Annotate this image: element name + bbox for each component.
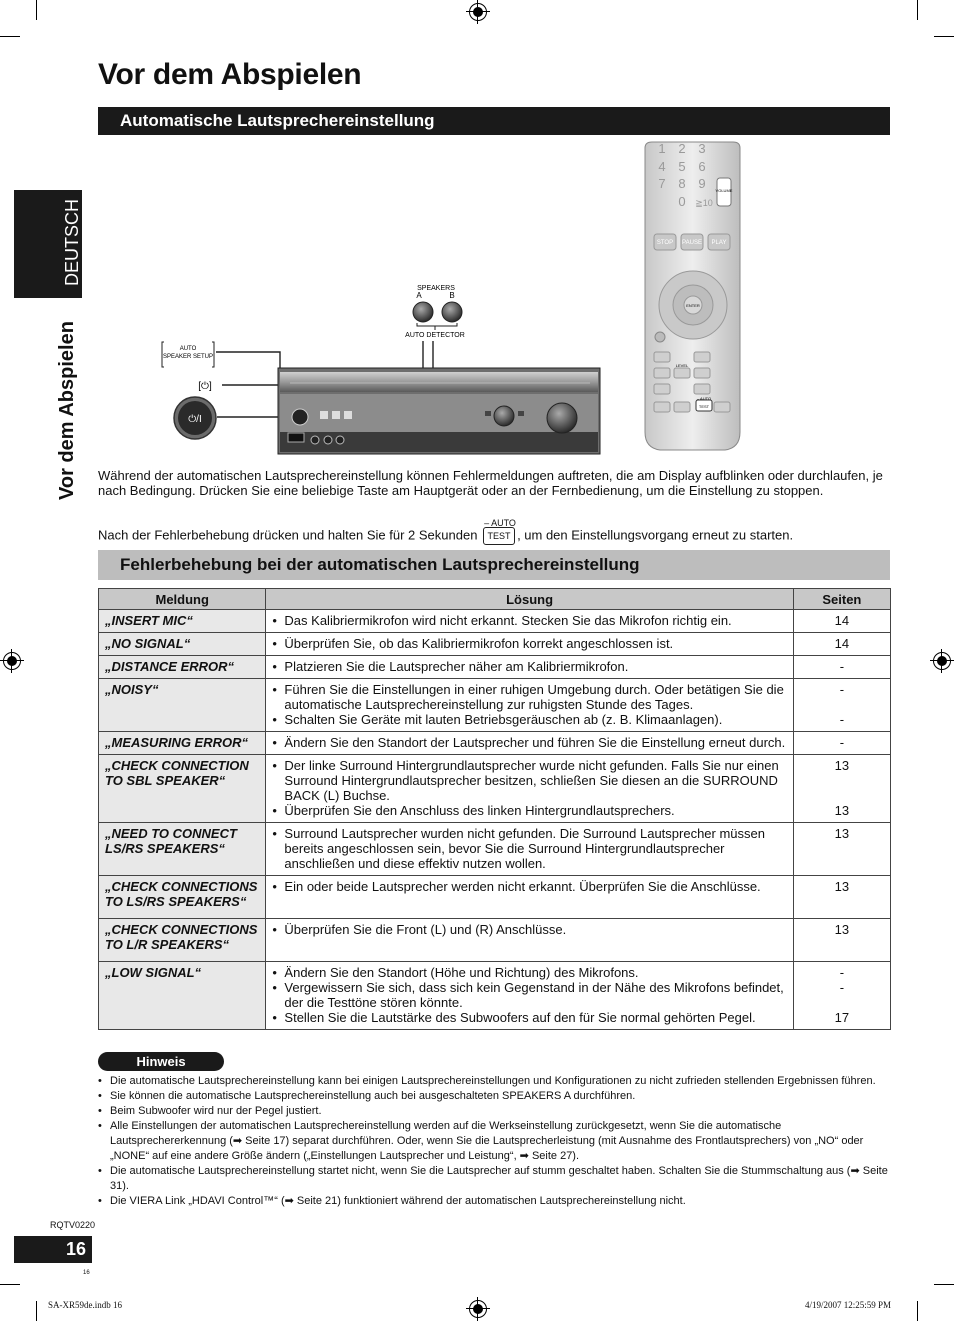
- language-tab: DEUTSCH: [14, 190, 82, 298]
- page-ref: -: [839, 659, 845, 674]
- solution-cell: [266, 656, 793, 679]
- auto-test-button-icon: – AUTO TEST: [483, 527, 515, 545]
- svg-text:TEST: TEST: [698, 404, 710, 409]
- crop-mark: [0, 36, 20, 37]
- power-button-label: ⏻/I: [188, 414, 202, 425]
- solution-item: • Vergewissern Sie sich, dass sich kein Gegenstand in der Nähe des Mikrofons befindet, der die Testtöne stören könnte.: [272, 980, 786, 1010]
- table-row: [99, 876, 891, 919]
- solution-item: • Ändern Sie den Standort (Höhe und Richtung) des Mikrofons.: [272, 965, 786, 980]
- page-ref: 14: [834, 636, 850, 651]
- solution-cell: [266, 610, 793, 633]
- registration-mark-icon: [469, 3, 487, 21]
- error-message-cell: „NO SIGNAL“: [99, 633, 266, 656]
- small-page-number: 16: [83, 1270, 90, 1276]
- solution-cell: [266, 919, 793, 962]
- speaker-b-button-icon: [442, 302, 462, 322]
- svg-text:5: 5: [678, 159, 686, 174]
- troubleshooting-heading: Fehlerbehebung bei der automatischen Lautsprechereinstellung: [98, 550, 890, 580]
- speaker-a-label: A: [416, 291, 422, 300]
- document-code: RQTV0220: [50, 1220, 96, 1230]
- solution-cell: [266, 755, 793, 823]
- svg-text:7: 7: [658, 176, 666, 191]
- svg-text:LEVEL: LEVEL: [675, 363, 689, 368]
- remote-control-icon: [645, 141, 740, 450]
- solution-item: • Ändern Sie den Standort der Lautsprecher und führen Sie die Einstellung erneut durch.: [272, 735, 786, 750]
- retry-paragraph: Nach der Fehlerbehebung drücken und halten Sie für 2 Sekunden – AUTO TEST , um den Einstellungsvorgang erneut zu starten.: [98, 527, 893, 545]
- svg-text:PAUSE: PAUSE: [682, 240, 702, 246]
- error-message-cell: „CHECK CONNECTION TO SBL SPEAKER“: [99, 755, 266, 823]
- svg-text:VOLUME: VOLUME: [715, 188, 733, 193]
- solution-item: • Überprüfen Sie, ob das Kalibriermikrofon korrekt angeschlossen ist.: [272, 636, 786, 651]
- footer-timestamp: 4/19/2007 12:25:59 PM: [805, 1300, 892, 1310]
- solution-cell: [266, 962, 793, 1030]
- intro-paragraph: Während der automatischen Lautsprechereinstellung können Fehlermeldungen auftreten, die am Display aufblinken oder durchlaufen, je nach Bedingung. Drücken Sie eine beliebige Taste am Hauptgerät oder an der Fernbedienung, um die Einstellung zu stoppen.: [98, 468, 883, 498]
- solution-cell: [266, 732, 793, 755]
- solution-item: • Platzieren Sie die Lautsprecher näher am Kalibriermikrofon.: [272, 659, 786, 674]
- page-ref: -: [839, 682, 845, 697]
- svg-text:– AUTO: – AUTO: [696, 396, 712, 401]
- footer-filename: SA-XR59de.indb 16: [48, 1300, 122, 1310]
- solution-item: • Überprüfen Sie den Anschluss des linken Hintergrundlautsprechers.: [272, 803, 786, 818]
- page-ref: 13: [834, 826, 850, 841]
- page-number: 16: [14, 1236, 92, 1263]
- svg-text:≧10: ≧10: [695, 198, 713, 208]
- table-row: [99, 962, 891, 1030]
- table-row: [99, 656, 891, 679]
- svg-text:6: 6: [698, 159, 706, 174]
- page-ref: -: [839, 735, 845, 750]
- crop-mark: [36, 1301, 37, 1321]
- solution-item: • Stellen Sie die Lautstärke des Subwoofers auf den für Sie normal gehörten Pegel.: [272, 1010, 786, 1025]
- speaker-a-button-icon: [413, 302, 433, 322]
- pages-cell: [793, 732, 890, 755]
- section-heading: Automatische Lautsprechereinstellung: [98, 107, 890, 135]
- pages-cell: [793, 679, 890, 732]
- svg-text:1: 1: [658, 141, 666, 156]
- pages-cell: [793, 876, 890, 919]
- error-message-cell: „NOISY“: [99, 679, 266, 732]
- svg-text:0: 0: [678, 194, 686, 209]
- power-symbol-label: [⏻]: [198, 381, 212, 392]
- svg-text:ENTER: ENTER: [686, 303, 700, 308]
- svg-text:9: 9: [698, 176, 706, 191]
- pages-cell: [793, 656, 890, 679]
- note-item: • Die automatische Lautsprechereinstellung kann bei einigen Lautsprechereinstellungen und Konfigurationen zu nicht zufrieden stellenden Ergebnissen führen.: [98, 1074, 888, 1089]
- registration-mark-icon: [3, 652, 21, 670]
- registration-mark-icon: [933, 652, 951, 670]
- svg-text:3: 3: [698, 141, 706, 156]
- solution-cell: [266, 633, 793, 656]
- error-message-cell: „MEASURING ERROR“: [99, 732, 266, 755]
- solution-item: • Der linke Surround Hintergrundlautsprecher wurde nicht gefunden. Falls Sie nur einen Surround Hintergrundlautsprecher besitzen, schließen Sie diesen an die SURROUND BACK (L) Buchse.: [272, 758, 786, 803]
- svg-text:PLAY: PLAY: [711, 240, 727, 246]
- error-message-cell: „DISTANCE ERROR“: [99, 656, 266, 679]
- solution-item: • Ein oder beide Lautsprecher werden nicht erkannt. Überprüfen Sie die Anschlüsse.: [272, 879, 786, 894]
- solution-cell: [266, 679, 793, 732]
- registration-mark-icon: [469, 1300, 487, 1318]
- page-ref: 13: [834, 879, 850, 894]
- auto-label-text: AUTO: [179, 346, 197, 352]
- crop-mark: [934, 36, 954, 37]
- side-chapter-title: Vor dem Abspielen: [56, 321, 78, 500]
- page-ref: -: [839, 712, 845, 727]
- crop-mark: [934, 1284, 954, 1285]
- troubleshooting-table: [98, 588, 891, 1030]
- note-item: • Beim Subwoofer wird nur der Pegel justiert.: [98, 1104, 888, 1119]
- solution-item: • Überprüfen Sie die Front (L) und (R) Anschlüsse.: [272, 922, 786, 937]
- note-item: • Die automatische Lautsprechereinstellung startet nicht, wenn Sie die Lautsprecher auf stumm geschaltet haben. Schalten Sie die Stummschaltung aus (➡ Seite 31).: [98, 1164, 888, 1194]
- solution-item: • Führen Sie die Einstellungen in einer ruhigen Umgebung durch. Oder betätigen Sie die automatische Lautsprechereinstellung zur ruhigsten Stunde des Tages.: [272, 682, 786, 712]
- error-message-cell: „INSERT MIC“: [99, 610, 266, 633]
- crop-mark: [917, 1301, 918, 1321]
- page-ref: -: [839, 965, 845, 980]
- table-row: [99, 732, 891, 755]
- solution-item: • Das Kalibriermikrofon wird nicht erkannt. Stecken Sie das Mikrofon richtig ein.: [272, 613, 786, 628]
- solution-item: • Surround Lautsprecher wurden nicht gefunden. Die Surround Lautsprecher müssen bereits angeschlossen sein, bevor Sie die Surround Hintergrundlautsprecher anschließen und diese effektiv nutzen wollen.: [272, 826, 786, 871]
- solution-cell: [266, 876, 793, 919]
- solution-item: • Schalten Sie Geräte mit lauten Betriebsgeräuschen ab (z. B. Klimaanlagen).: [272, 712, 786, 727]
- crop-mark: [917, 0, 918, 20]
- speaker-b-label: B: [449, 291, 455, 300]
- page-ref: 14: [834, 613, 850, 628]
- page-ref: 13: [834, 803, 850, 818]
- solution-cell: [266, 823, 793, 876]
- receiver-unit: [278, 368, 600, 454]
- pages-cell: [793, 823, 890, 876]
- crop-mark: [0, 1284, 20, 1285]
- crop-mark: [36, 0, 37, 20]
- column-header-message: Meldung: [99, 589, 266, 610]
- error-message-cell: „LOW SIGNAL“: [99, 962, 266, 1030]
- svg-text:2: 2: [678, 141, 686, 156]
- svg-text:4: 4: [658, 159, 666, 174]
- page-ref: 13: [834, 758, 850, 773]
- device-illustration: [160, 140, 750, 455]
- auto-detector-label: AUTO DETECTOR: [405, 332, 465, 339]
- note-item: • Alle Einstellungen der automatischen Lautsprechereinstellung werden auf die Werkseinstellung zurückgesetzt, wenn Sie die automatische Lautsprechererkennung (➡ Seite 17) separat durchführen. Oder, wenn Sie die Lautsprecherleistung (mit Ausnahme des Frontlautsprechers) von „NO“ oder „NONE“ auf eine andere Größe ändern („Einstellungen Lautsprecher und Leistung“, ➡ Seite 27).: [98, 1119, 888, 1164]
- page-ref: 17: [834, 1010, 850, 1025]
- page-ref: -: [839, 980, 845, 995]
- speaker-setup-label-text: SPEAKER SETUP: [162, 354, 214, 360]
- pages-cell: [793, 610, 890, 633]
- pages-cell: [793, 755, 890, 823]
- table-row: [99, 610, 891, 633]
- table-row: [99, 633, 891, 656]
- svg-text:STOP: STOP: [656, 240, 674, 246]
- pages-cell: [793, 962, 890, 1030]
- svg-text:8: 8: [678, 176, 686, 191]
- page-title: Vor dem Abspielen: [98, 58, 362, 91]
- notes-list: [98, 1074, 888, 1209]
- column-header-pages: Seiten: [793, 589, 890, 610]
- table-row: [99, 755, 891, 823]
- table-row: [99, 679, 891, 732]
- table-row: [99, 919, 891, 962]
- page-ref: 13: [834, 922, 850, 937]
- pages-cell: [793, 633, 890, 656]
- pages-cell: [793, 919, 890, 962]
- note-item: • Sie können die automatische Lautsprechereinstellung auch bei ausgeschalteten SPEAKERS A durchführen.: [98, 1089, 888, 1104]
- note-badge: Hinweis: [98, 1052, 224, 1071]
- error-message-cell: „NEED TO CONNECT LS/RS SPEAKERS“: [99, 823, 266, 876]
- table-row: [99, 823, 891, 876]
- note-item: • Die VIERA Link „HDAVI Control™“ (➡ Seite 21) funktioniert während der automatischen Lautsprechereinstellung nicht.: [98, 1194, 888, 1209]
- error-message-cell: „CHECK CONNECTIONS TO L/R SPEAKERS“: [99, 919, 266, 962]
- error-message-cell: „CHECK CONNECTIONS TO LS/RS SPEAKERS“: [99, 876, 266, 919]
- column-header-solution: Lösung: [266, 589, 793, 610]
- speakers-label: SPEAKERS: [417, 285, 455, 292]
